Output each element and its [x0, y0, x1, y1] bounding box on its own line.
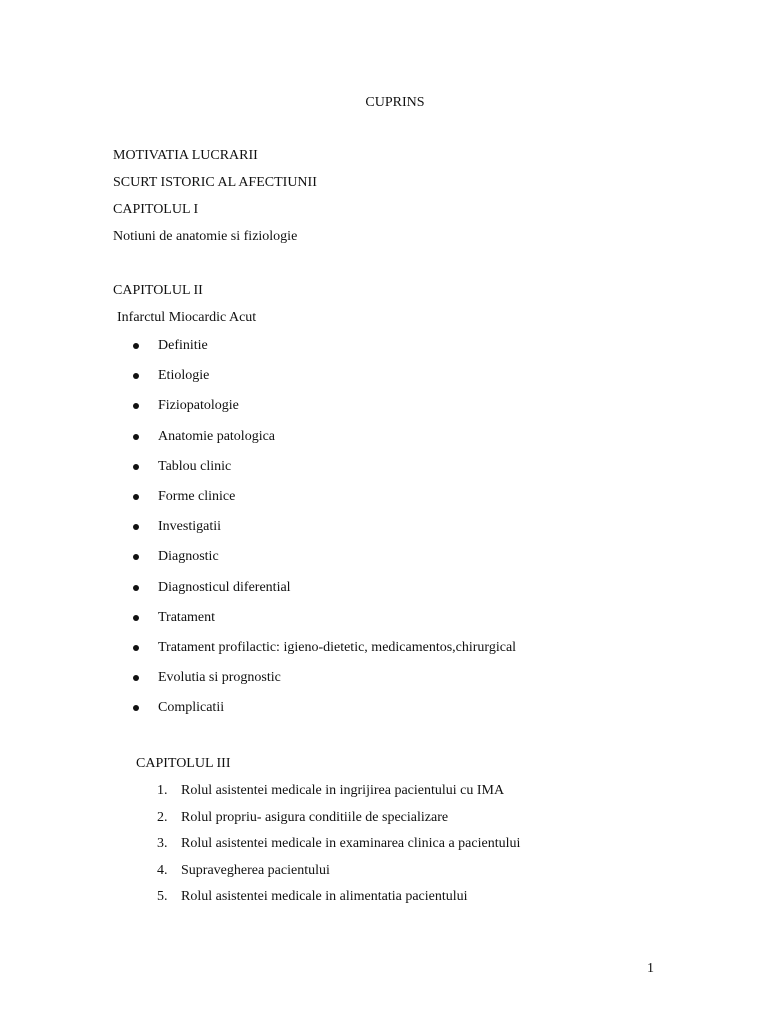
bullet-icon: [133, 524, 139, 530]
list-item-label: Tablou clinic: [158, 458, 232, 474]
toc-chapter-3: CAPITOLUL III: [136, 756, 231, 771]
toc-chapter-2-subtitle: Infarctul Miocardic Acut: [117, 310, 257, 325]
list-item-label: Anatomie patologica: [158, 428, 276, 444]
toc-history: SCURT ISTORIC AL AFECTIUNII: [113, 175, 317, 190]
list-item-label: Complicatii: [158, 700, 225, 716]
list-item-label: Rolul asistentei medicale in ingrijirea pacientului cu IMA: [181, 783, 505, 798]
list-item-label: Tratament: [158, 609, 216, 625]
list-item-label: Supravegherea pacientului: [181, 862, 330, 878]
list-item-label: Evolutia si prognostic: [158, 670, 281, 686]
bullet-icon: [133, 554, 139, 560]
list-item-label: Tratament profilactic: igieno-dietetic, medicamentos,chirurgical: [158, 640, 517, 655]
bullet-icon: [133, 615, 139, 621]
list-item-label: Definitie: [158, 338, 208, 353]
toc-chapter-1: CAPITOLUL I: [113, 202, 199, 217]
list-item-label: Rolul asistentei medicale in examinarea clinica a pacientului: [181, 836, 521, 851]
bullet-icon: [133, 434, 139, 440]
page-number: 1: [647, 961, 654, 976]
bullet-icon: [133, 494, 139, 500]
bullet-icon: [133, 464, 139, 470]
bullet-icon: [133, 585, 139, 591]
list-item-number: 4.: [157, 862, 168, 878]
bullet-icon: [133, 373, 139, 379]
bullet-icon: [133, 675, 139, 681]
list-item-number: 5.: [157, 889, 168, 904]
bullet-icon: [133, 645, 139, 651]
toc-chapter-2: CAPITOLUL II: [113, 283, 203, 298]
list-item-label: Fiziopatologie: [158, 398, 239, 414]
list-item-label: Etiologie: [158, 368, 210, 384]
list-item-label: Forme clinice: [158, 489, 236, 504]
list-item-number: 1.: [157, 783, 168, 798]
bullet-icon: [133, 705, 139, 711]
list-item-number: 2.: [157, 809, 168, 825]
list-item-label: Diagnostic: [158, 549, 219, 565]
list-item-label: Diagnosticul diferential: [158, 579, 291, 595]
list-item-label: Investigatii: [158, 519, 221, 535]
bullet-icon: [133, 403, 139, 409]
bullet-icon: [133, 343, 139, 349]
list-item-number: 3.: [157, 836, 168, 851]
page-title: CUPRINS: [365, 95, 425, 110]
toc-motivation: MOTIVATIA LUCRARII: [113, 148, 258, 163]
list-item-label: Rolul asistentei medicale in alimentatia pacientului: [181, 889, 468, 904]
list-item-label: Rolul propriu- asigura conditiile de specializare: [181, 809, 449, 825]
toc-chapter-1-subtitle: Notiuni de anatomie si fiziologie: [113, 229, 298, 244]
